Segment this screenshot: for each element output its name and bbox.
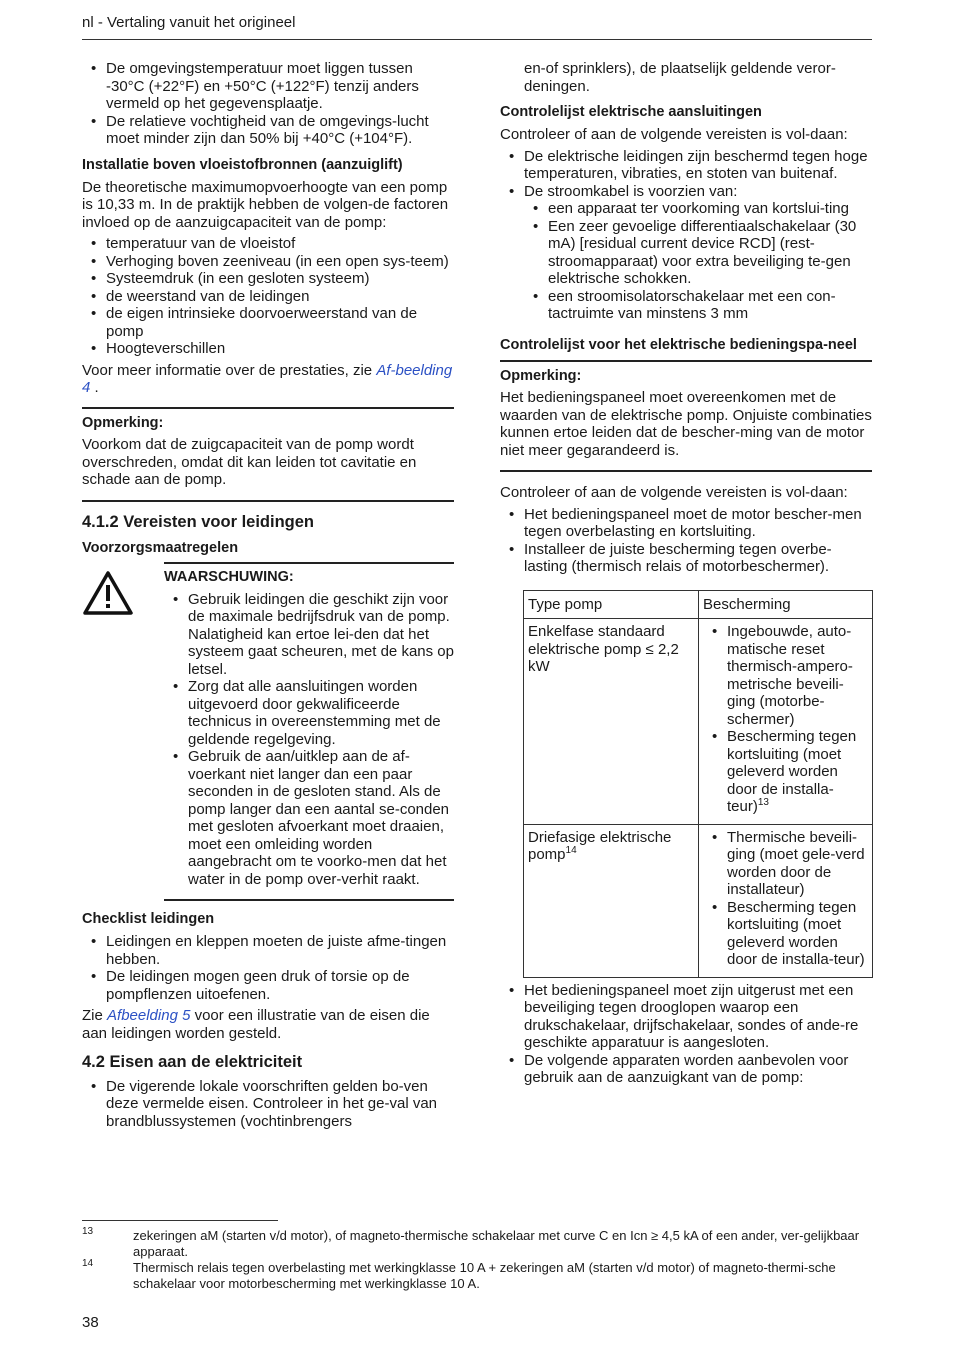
note-text: Voorkom dat de zuigcapaciteit van de pomp wordt overschreden, omdat dit kan leiden tot cavitatie en schade aan de pomp. (82, 436, 417, 488)
panel-intro: Controleer of aan de volgende vereisten is vol-daan: (500, 484, 848, 501)
note-label: Opmerking: (82, 414, 164, 431)
table-row (524, 824, 873, 977)
left-column (82, 60, 454, 1134)
note-text: Het bedieningspaneel moet overeenkomen met de waarden van de elektrische pomp. Onjuiste combinaties kunnen ertoe leiden dat de bescher-ming van de motor niet meer gegarandeerd is. (500, 389, 872, 459)
list-item: • De leidingen mogen geen druk of torsie op de pompflenzen uitoefenen. (82, 968, 454, 1003)
header-rule (82, 39, 872, 40)
environment-list (82, 60, 454, 148)
list-item: • Installeer de juiste bescherming tegen overbe-lasting (thermisch relais of motorbeschermer). (500, 541, 872, 576)
table-header-cell: Type pomp (524, 590, 699, 619)
figure-5-pre: Zie (82, 1007, 103, 1024)
list-item: • Bescherming tegen kortsluiting (moet geleverd worden door de installa-teur) (703, 899, 868, 969)
footnote-rule (82, 1220, 278, 1221)
list-item: • de weerstand van de leidingen (82, 288, 454, 306)
protection-table (523, 590, 873, 978)
protection-list (703, 623, 868, 816)
table-cell (699, 824, 873, 977)
list-item: • temperatuur van de vloeistof (82, 235, 454, 253)
panel-list (500, 506, 872, 576)
warning-body (164, 562, 454, 901)
footnote-number: 14 (82, 1258, 94, 1269)
precautions-heading: Voorzorgsmaatregelen (82, 540, 239, 556)
checklist-list (82, 933, 454, 1003)
list-item: • Het bedieningspaneel moet de motor bescher-men tegen overbelasting en kortsluiting. (500, 506, 872, 541)
list-item: • Een zeer gevoelige differentiaalschakelaar (30 mA) [residual current device RCD] (rest-stroomapparaat) voor extra beveiliging te-gen elektrische schokken. (524, 218, 872, 288)
footnote-13 (82, 1228, 872, 1259)
suction-heading: Installatie boven vloeistofbronnen (aanzuiglift) (82, 156, 403, 173)
list-item: • De volgende apparaten worden aanbevolen voor gebruik aan de aanzuigkant van de pomp: (500, 1052, 872, 1087)
electric-list (82, 1078, 454, 1131)
warning-block (82, 562, 454, 901)
note-box (82, 407, 454, 502)
table-header-cell: Bescherming (699, 590, 873, 619)
final-list (500, 982, 872, 1087)
footnote-14 (82, 1260, 872, 1291)
footnote-ref[interactable]: 14 (565, 845, 577, 856)
warning-list (164, 591, 454, 889)
connections-intro: Controleer of aan de volgende vereisten is vol-daan: (500, 126, 848, 143)
footnote-ref[interactable]: 13 (757, 797, 769, 808)
list-item: • de eigen intrinsieke doorvoerweerstand van de pomp (82, 305, 454, 340)
footnote-number: 13 (82, 1226, 94, 1237)
list-item: • Hoogteverschillen (82, 340, 454, 358)
list-item: • Het bedieningspaneel moet zijn uitgerust met een beveiliging tegen drooglopen waarop een drukschakelaar, drijfschakelaar, sondes of ande-re geschikte apparatuur is aangesloten. (500, 982, 872, 1052)
right-column (500, 60, 872, 1091)
connections-heading: Controlelijst elektrische aansluitingen (500, 104, 762, 120)
performance-paragraph (82, 362, 454, 397)
list-item: • Gebruik de aan/uitklep aan de af-voerkant niet langer dan een paar seconden in de gesloten stand. Als de pomp langer dan een aantal se-conden met gesloten afvoerkant moet draaien, moet een omleiding worden aangebracht om te voorko-men dat het water in de pomp over-verhit raakt. (164, 748, 454, 888)
footnote-text: zekeringen aM (starten v/d motor), of magneto-thermische schakelaar met curve C en Icn ≥ 4,5 kA of een ander, ver-gelijkbaar apparaat. (133, 1228, 860, 1259)
section-heading-4-2: 4.2 Eisen aan de elektriciteit (82, 1053, 303, 1071)
protection-list (703, 829, 868, 969)
warning-label: WAARSCHUWING: (164, 569, 294, 585)
list-item: • Systeemdruk (in een gesloten systeem) (82, 270, 454, 288)
table-cell: Enkelfase standaard elektrische pomp ≤ 2,2 kW (524, 619, 699, 825)
table-cell (524, 824, 699, 977)
list-item: • een stroomisolatorschakelaar met een con-tactruimte van minstens 3 mm (524, 288, 872, 323)
electric-continuation: en-of sprinklers), de plaatselijk geldende veror-deningen. (524, 60, 836, 95)
table-row (524, 619, 873, 825)
list-item: • De omgevingstemperatuur moet liggen tussen -30°C (+22°F) en +50°C (+122°F) tenzij anders vermeld op het gegevensplaatje. (82, 60, 454, 113)
list-item: • De vigerende lokale voorschriften gelden bo-ven deze vermelde eisen. Controleer in het ge-val van brandblussystemen (vochtinbrengers (82, 1078, 454, 1131)
panel-heading: Controlelijst voor het elektrische bedieningspa-neel (500, 336, 857, 353)
suction-paragraph: De theoretische maximumopvoerhoogte van een pomp is 10,33 m. In de praktijk hebben de volgen-de factoren invloed op de aanzuigcapaciteit van de pomp: (82, 178, 449, 231)
list-item: • Leidingen en kleppen moeten de juiste afme-tingen hebben. (82, 933, 454, 968)
note-label: Opmerking: (500, 367, 582, 384)
checklist-heading: Checklist leidingen (82, 911, 215, 927)
running-header: nl - Vertaling vanuit het origineel (82, 14, 296, 31)
factors-list (82, 235, 454, 358)
list-item: • Zorg dat alle aansluitingen worden uitgevoerd door gekwalificeerde technicus in overeenstemming met de geldende regelgeving. (164, 678, 454, 748)
figure-5-paragraph (82, 1007, 454, 1042)
list-item: • De relatieve vochtigheid van de omgevings-lucht moet minder zijn dan 50% bij +40°C (+104°F). (82, 113, 454, 148)
page-number: 38 (82, 1314, 99, 1331)
performance-text: Voor meer informatie over de prestaties, zie (82, 361, 373, 379)
section-heading-4-1-2: 4.1.2 Vereisten voor leidingen (82, 512, 315, 531)
warning-triangle-icon (82, 570, 134, 616)
connections-list (500, 148, 872, 323)
table-cell-text: Driefasige elektrische pomp (528, 828, 672, 863)
list-item (703, 728, 868, 816)
list-item: • Verhoging boven zeeniveau (in een open sys-teem) (82, 253, 454, 271)
list-item: • Ingebouwde, auto-matische reset thermisch-ampero-metrische beveili-ging (motorbe-schermer) (703, 623, 868, 728)
figure-5-post: voor een illustratie van de eisen die aan leidingen worden gesteld. (82, 1007, 430, 1042)
list-item (500, 183, 872, 323)
table-cell (699, 619, 873, 825)
list-item-text: Bescherming tegen kortsluiting (moet geleverd worden door de installa-teur) (727, 728, 857, 815)
list-item-text: De stroomkabel is voorzien van: (524, 182, 738, 200)
performance-end: . (94, 379, 99, 396)
list-item: • Gebruik leidingen die geschikt zijn voor de maximale bedrijfsdruk van de pomp. Nalatigheid kan ertoe lei-den dat het systeem gaat scheuren, met de kans op letsel. (164, 591, 454, 679)
list-item: • Thermische beveili-ging (moet gele-verd worden door de installateur) (703, 829, 868, 899)
list-item: • De elektrische leidingen zijn beschermd tegen hoge temperaturen, vibraties, en stoten van buitenaf. (500, 148, 872, 183)
table-header-row (524, 590, 873, 619)
footnote-text: Thermisch relais tegen overbelasting met werkingklasse 10 A + zekeringen aM (starten v/d motor) of magneto-thermi-sche schakelaar voor motorbescherming met werkingklasse 10 A. (133, 1260, 836, 1291)
note-box (500, 360, 872, 473)
figure-4-link[interactable]: Af-beelding 4 (82, 361, 453, 396)
power-cable-sublist (524, 200, 872, 323)
figure-5-link[interactable]: Afbeelding 5 (107, 1007, 191, 1024)
list-item: • een apparaat ter voorkoming van kortslui-ting (524, 200, 872, 218)
